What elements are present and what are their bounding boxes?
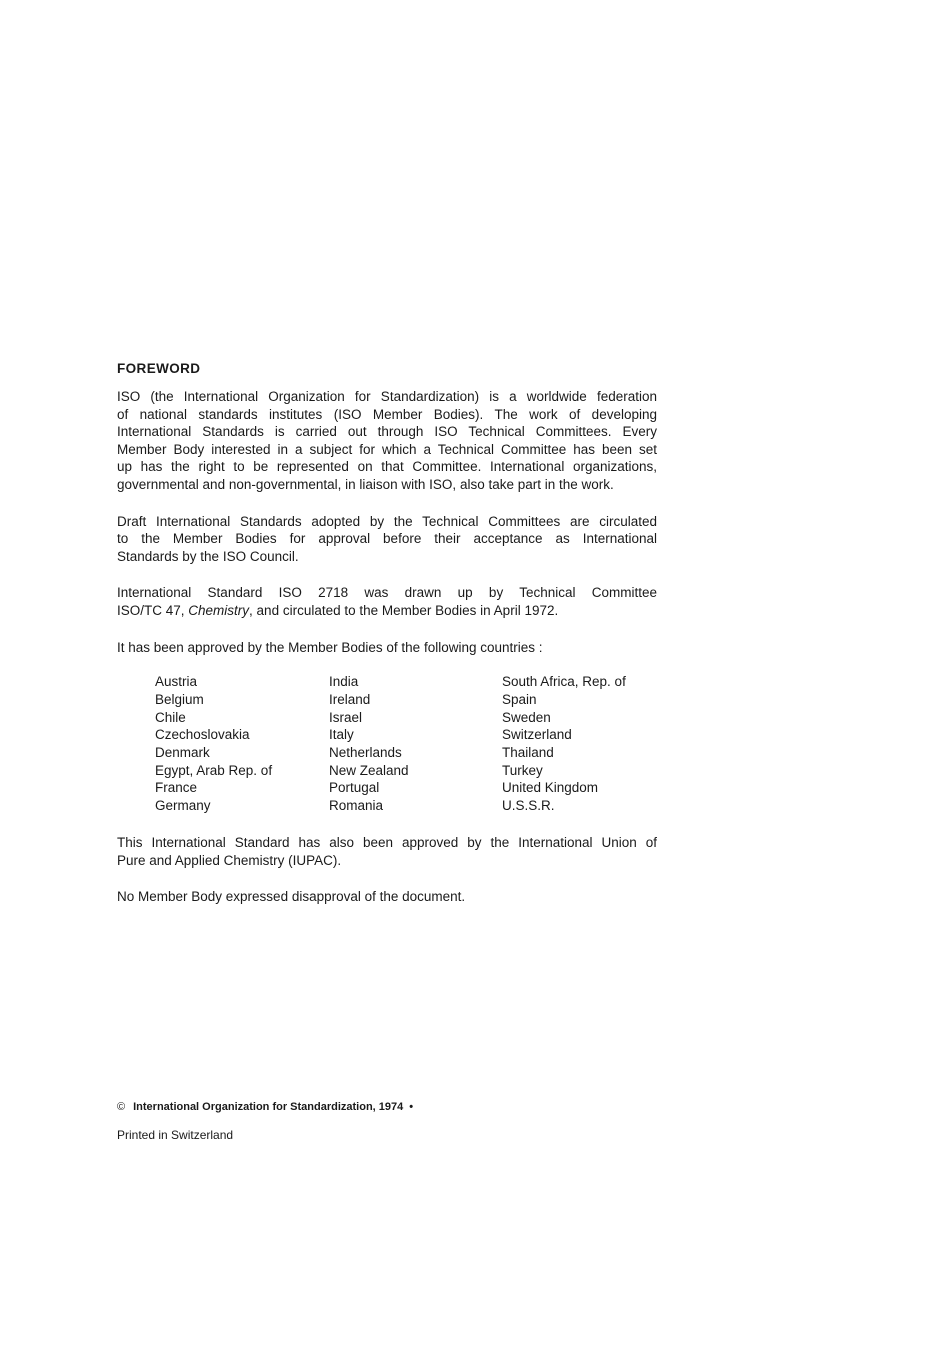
country-item: India [329,674,359,690]
approving-countries-list [117,673,657,815]
paragraph-line: This International Standard has also been approved by the International Union of [117,835,657,851]
country-item: France [155,780,198,796]
standard-origin-paragraph [117,584,657,619]
foreword-heading: FOREWORD [117,361,201,376]
iso-intro-paragraph [117,388,657,494]
circulation-text: , and circulated to the Member Bodies in April 1972. [249,602,559,618]
country-item: Belgium [155,691,204,707]
paragraph-line: up has the right to be represented on that Committee. International organizations, [117,459,657,475]
committee-name: Chemistry [188,602,250,618]
country-item: U.S.S.R. [502,798,555,814]
paragraph-line: No Member Body expressed disapproval of the document. [117,889,466,905]
paragraph-line: of national standards institutes (ISO Member Bodies). The work of developing [117,406,657,422]
paragraph-line: to the Member Bodies for approval before their acceptance as International [117,531,657,547]
paragraph-line: Standards by the ISO Council. [117,548,299,564]
draft-standards-paragraph [117,513,657,566]
country-item: Thailand [502,744,554,760]
country-item: Chile [155,709,186,725]
printed-location: Printed in Switzerland [117,1128,234,1142]
paragraph-line: ISO (the International Organization for Standardization) is a worldwide federation [117,389,657,404]
country-item: Ireland [329,691,371,707]
country-item: Egypt, Arab Rep. of [155,762,273,778]
paragraph-line [117,602,657,620]
copyright-icon: © [117,1101,126,1113]
country-item: Denmark [155,744,210,760]
country-item: Turkey [502,762,543,778]
country-item: New Zealand [329,762,409,778]
disapproval-note [117,888,657,906]
country-item: Germany [155,798,211,814]
foreword-section [117,360,657,925]
tc-reference: ISO/TC 47, [117,602,189,618]
approval-intro: It has been approved by the Member Bodies of the following countries : [117,639,543,655]
country-item: Sweden [502,709,551,725]
copyright-text: International Organization for Standardization, 1974 [133,1101,404,1113]
country-item: Czechoslovakia [155,727,250,743]
country-item: Spain [502,691,537,707]
paragraph-line: Member Body interested in a subject for which a Technical Committee has been set [117,441,657,457]
countries-column-3 [502,673,626,815]
paragraph-line: International Standards is carried out through ISO Technical Committees. Every [117,424,657,440]
country-item: Portugal [329,780,380,796]
iupac-approval-paragraph [117,834,657,869]
bullet-icon: • [409,1101,414,1113]
country-item: Switzerland [502,727,572,743]
country-item: United Kingdom [502,780,599,796]
copyright-notice [117,1099,413,1115]
country-item: Israel [329,709,363,725]
paragraph-line: Pure and Applied Chemistry (IUPAC). [117,852,342,868]
country-item: Italy [329,727,354,743]
country-item: South Africa, Rep. of [502,674,626,690]
country-item: Romania [329,798,384,814]
paragraph-line: governmental and non-governmental, in liaison with ISO, also take part in the work. [117,476,614,492]
country-item: Netherlands [329,744,402,760]
countries-column-2 [329,673,409,815]
country-item: Austria [155,674,198,690]
page-footer [117,1099,413,1143]
paragraph-line: International Standard ISO 2718 was drawn up by Technical Committee [117,585,657,601]
countries-column-1 [155,673,272,815]
paragraph-line: Draft International Standards adopted by the Technical Committees are circulated [117,513,657,529]
